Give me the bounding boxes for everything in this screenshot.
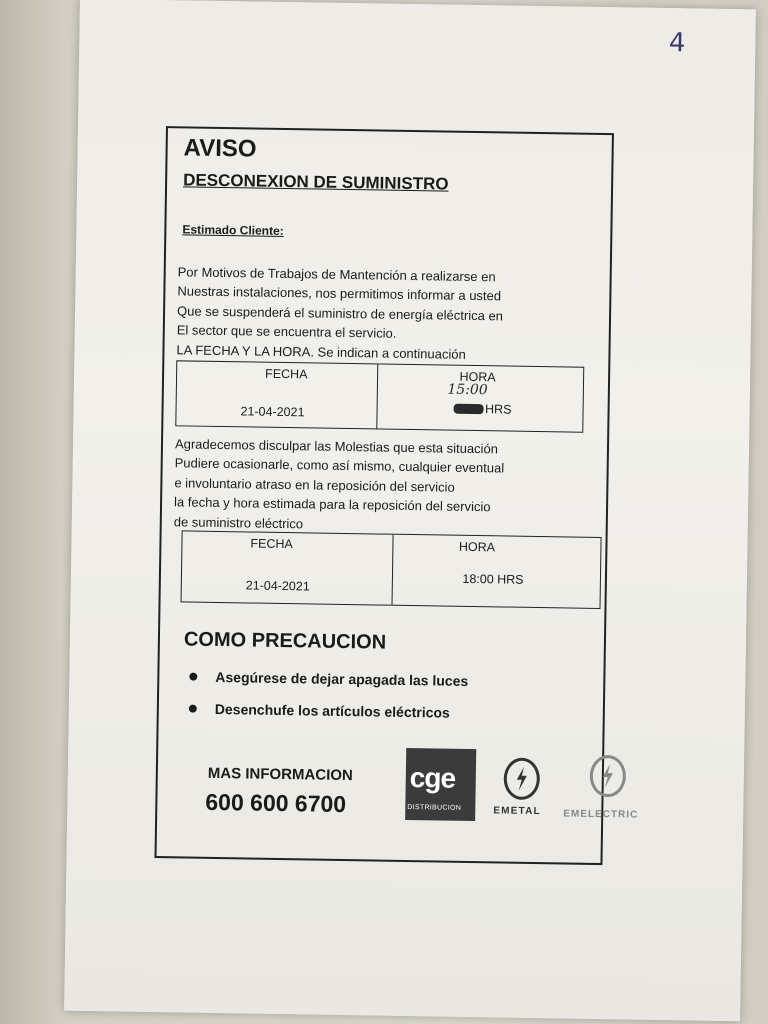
info-phone: 600 600 6700 [205, 788, 347, 818]
outage-time-suffix: HRS [484, 402, 512, 417]
paragraph-line: de suministro eléctrico [173, 513, 304, 531]
greeting: Estimado Cliente: [182, 222, 284, 238]
paper-sheet [64, 0, 756, 1021]
precaution-item [215, 701, 450, 721]
paragraph-line: Pudiere ocasionarle, como así mismo, cualquier eventual [174, 455, 505, 476]
notice-title: AVISO [183, 134, 257, 163]
cge-logo-text: cge [409, 762, 456, 794]
outage-date-value: 21-04-2021 [240, 404, 305, 420]
paragraph-apology [174, 434, 505, 536]
precaution-text: Asegúrese de dejar apagada las luces [215, 668, 469, 689]
restoration-date-header: FECHA [250, 536, 293, 552]
emelectric-logo-icon [590, 755, 627, 798]
scribble-mark [453, 404, 483, 414]
bullet-icon [189, 673, 197, 681]
outage-date-header: FECHA [265, 366, 308, 382]
paragraph-line: e involuntario atraso en la reposición del servicio [174, 475, 455, 495]
restoration-time-cell [391, 535, 601, 608]
lightning-icon [507, 761, 538, 797]
bullet-icon [189, 705, 197, 713]
emetal-logo-text: EMETAL [493, 805, 541, 818]
outage-time-handwritten: 15:00 [447, 381, 488, 399]
cge-logo [405, 748, 476, 821]
info-label: MAS INFORMACION [207, 764, 353, 785]
outage-date-cell [176, 361, 376, 428]
outage-table [175, 360, 584, 432]
restoration-date-value: 21-04-2021 [245, 578, 310, 594]
paragraph-line: El sector que se encuentra el servicio. [176, 322, 397, 341]
paragraph-line: Agradecemos disculpar las Molestias que esta situación [174, 436, 499, 457]
notice-box [155, 126, 639, 865]
precaution-title: COMO PRECAUCION [183, 628, 387, 654]
restoration-time-header: HORA [458, 539, 496, 555]
paragraph-intro [176, 262, 503, 364]
precaution-text: Desenchufe los artículos eléctricos [214, 700, 450, 721]
handwritten-page-number: 4 [668, 28, 686, 59]
paragraph-line: Por Motivos de Trabajos de Mantención a realizarse en [177, 264, 496, 285]
paragraph-line: LA FECHA Y LA HORA. Se indican a continuación [176, 341, 466, 362]
cge-logo-subtext: DISTRIBUCION [407, 803, 462, 812]
emetal-logo-icon [503, 758, 540, 801]
outage-time-cell [376, 364, 583, 431]
outage-time-header: HORA [459, 369, 496, 385]
restoration-time-value: 18:00 HRS [462, 571, 524, 587]
lightning-icon [593, 758, 624, 794]
restoration-table [181, 530, 602, 609]
restoration-date-cell [182, 531, 393, 604]
paragraph-line: Nuestras instalaciones, nos permitimos informar a usted [177, 283, 502, 304]
notice-subtitle: DESCONEXION DE SUMINISTRO [183, 170, 449, 194]
paragraph-line: la fecha y hora estimada para la reposición del servicio [173, 494, 491, 515]
paragraph-line: Que se suspenderá el suministro de energía eléctrica en [176, 303, 504, 324]
emelectric-logo-text: EMELECTRIC [563, 808, 639, 821]
precaution-item [215, 669, 468, 689]
